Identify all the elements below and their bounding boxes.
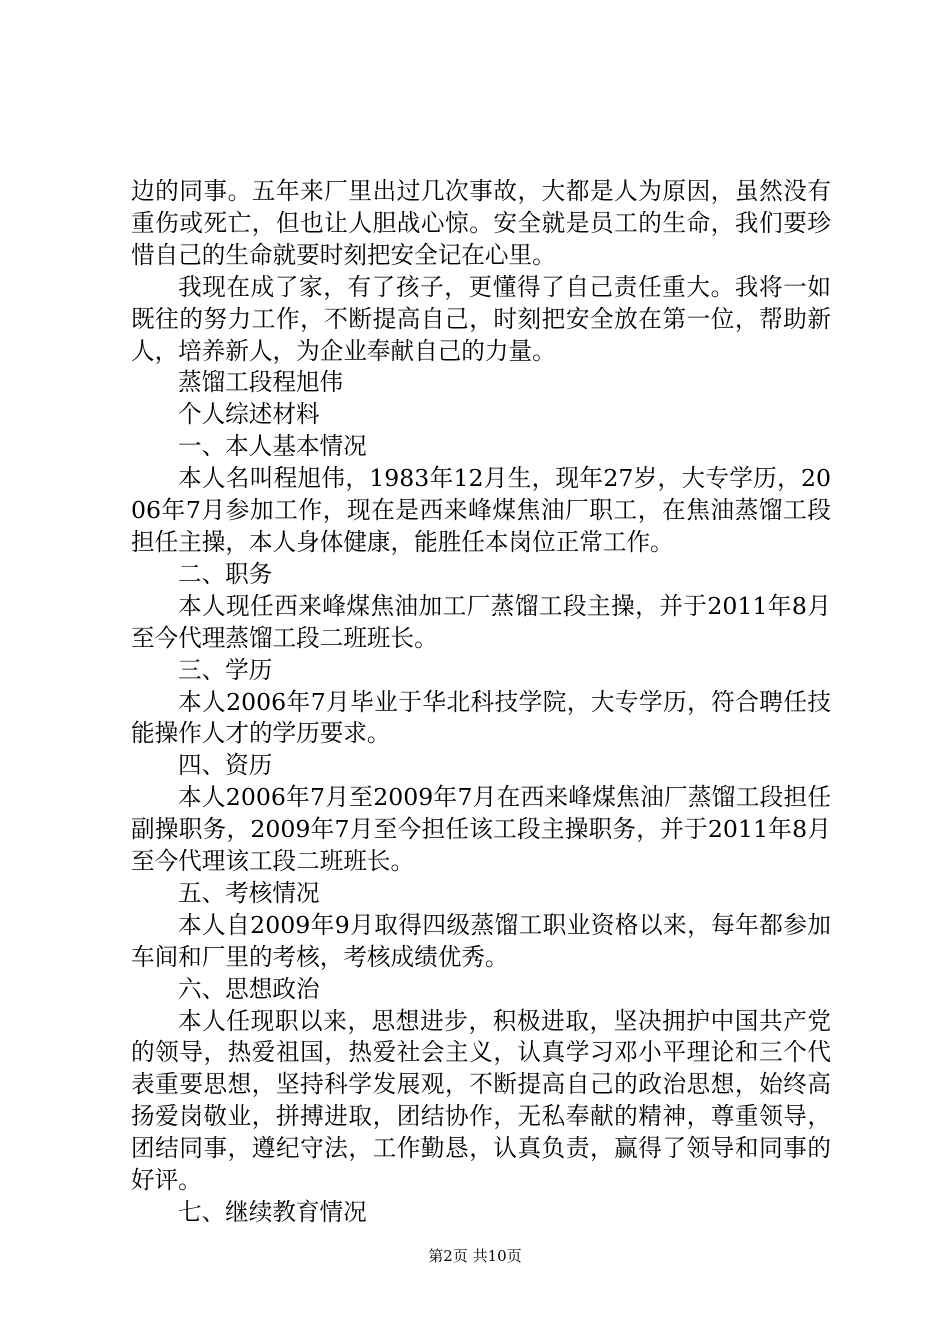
document-body xyxy=(131,176,831,1229)
paragraph: 本人2006年7月毕业于华北科技学院，大专学历，符合聘任技能操作人才的学历要求。 xyxy=(131,687,831,748)
paragraph: 本人自2009年9月取得四级蒸馏工职业资格以来，每年都参加车间和厂里的考核，考核成绩优秀。 xyxy=(131,910,831,971)
paragraph: 本人任现职以来，思想进步，积极进取，坚决拥护中国共产党的领导，热爱祖国，热爱社会主义，认真学习邓小平理论和三个代表重要思想，坚持科学发展观，不断提高自己的政治思想，始终高扬爱岗敬业，拼搏进取，团结协作，无私奉献的精神，尊重领导，团结同事，遵纪守法，工作勤恳，认真负责，赢得了领导和同事的好评。 xyxy=(131,1006,831,1195)
paragraph: 二、职务 xyxy=(178,559,273,588)
page-footer: 第2页 共10页 xyxy=(428,1247,522,1265)
paragraph: 边的同事。五年来厂里出过几次事故，大都是人为原因，虽然没有重伤或死亡，但也让人胆战心惊。安全就是员工的生命，我们要珍惜自己的生命就要时刻把安全记在心里。 xyxy=(131,177,831,269)
paragraph: 蒸馏工段程旭伟 xyxy=(178,368,344,397)
paragraph: 六、思想政治 xyxy=(178,974,320,1003)
paragraph: 五、考核情况 xyxy=(178,878,320,907)
paragraph: 一、本人基本情况 xyxy=(178,432,367,461)
paragraph: 本人2006年7月至2009年7月在西来峰煤焦油厂蒸馏工段担任副操职务，2009年7月至今担任该工段主操职务，并于2011年8月至今代理该工段二班班长。 xyxy=(131,783,831,876)
paragraph: 本人现任西来峰煤焦油加工厂蒸馏工段主操，并于2011年8月至今代理蒸馏工段二班班长。 xyxy=(131,591,831,652)
paragraph: 我现在成了家，有了孩子，更懂得了自己责任重大。我将一如既往的努力工作，不断提高自己，时刻把安全放在第一位，帮助新人，培养新人，为企业奉献自己的力量。 xyxy=(131,272,831,365)
paragraph: 个人综述材料 xyxy=(178,400,320,429)
paragraph: 七、继续教育情况 xyxy=(178,1198,367,1226)
paragraph: 四、资历 xyxy=(178,751,273,780)
paragraph: 三、学历 xyxy=(178,655,273,684)
paragraph: 本人名叫程旭伟，1983年12月生，现年27岁，大专学历，2006年7月参加工作，现在是西来峰煤焦油厂职工，在焦油蒸馏工段担任主操，本人身体健康，能胜任本岗位正常工作。 xyxy=(131,464,831,556)
